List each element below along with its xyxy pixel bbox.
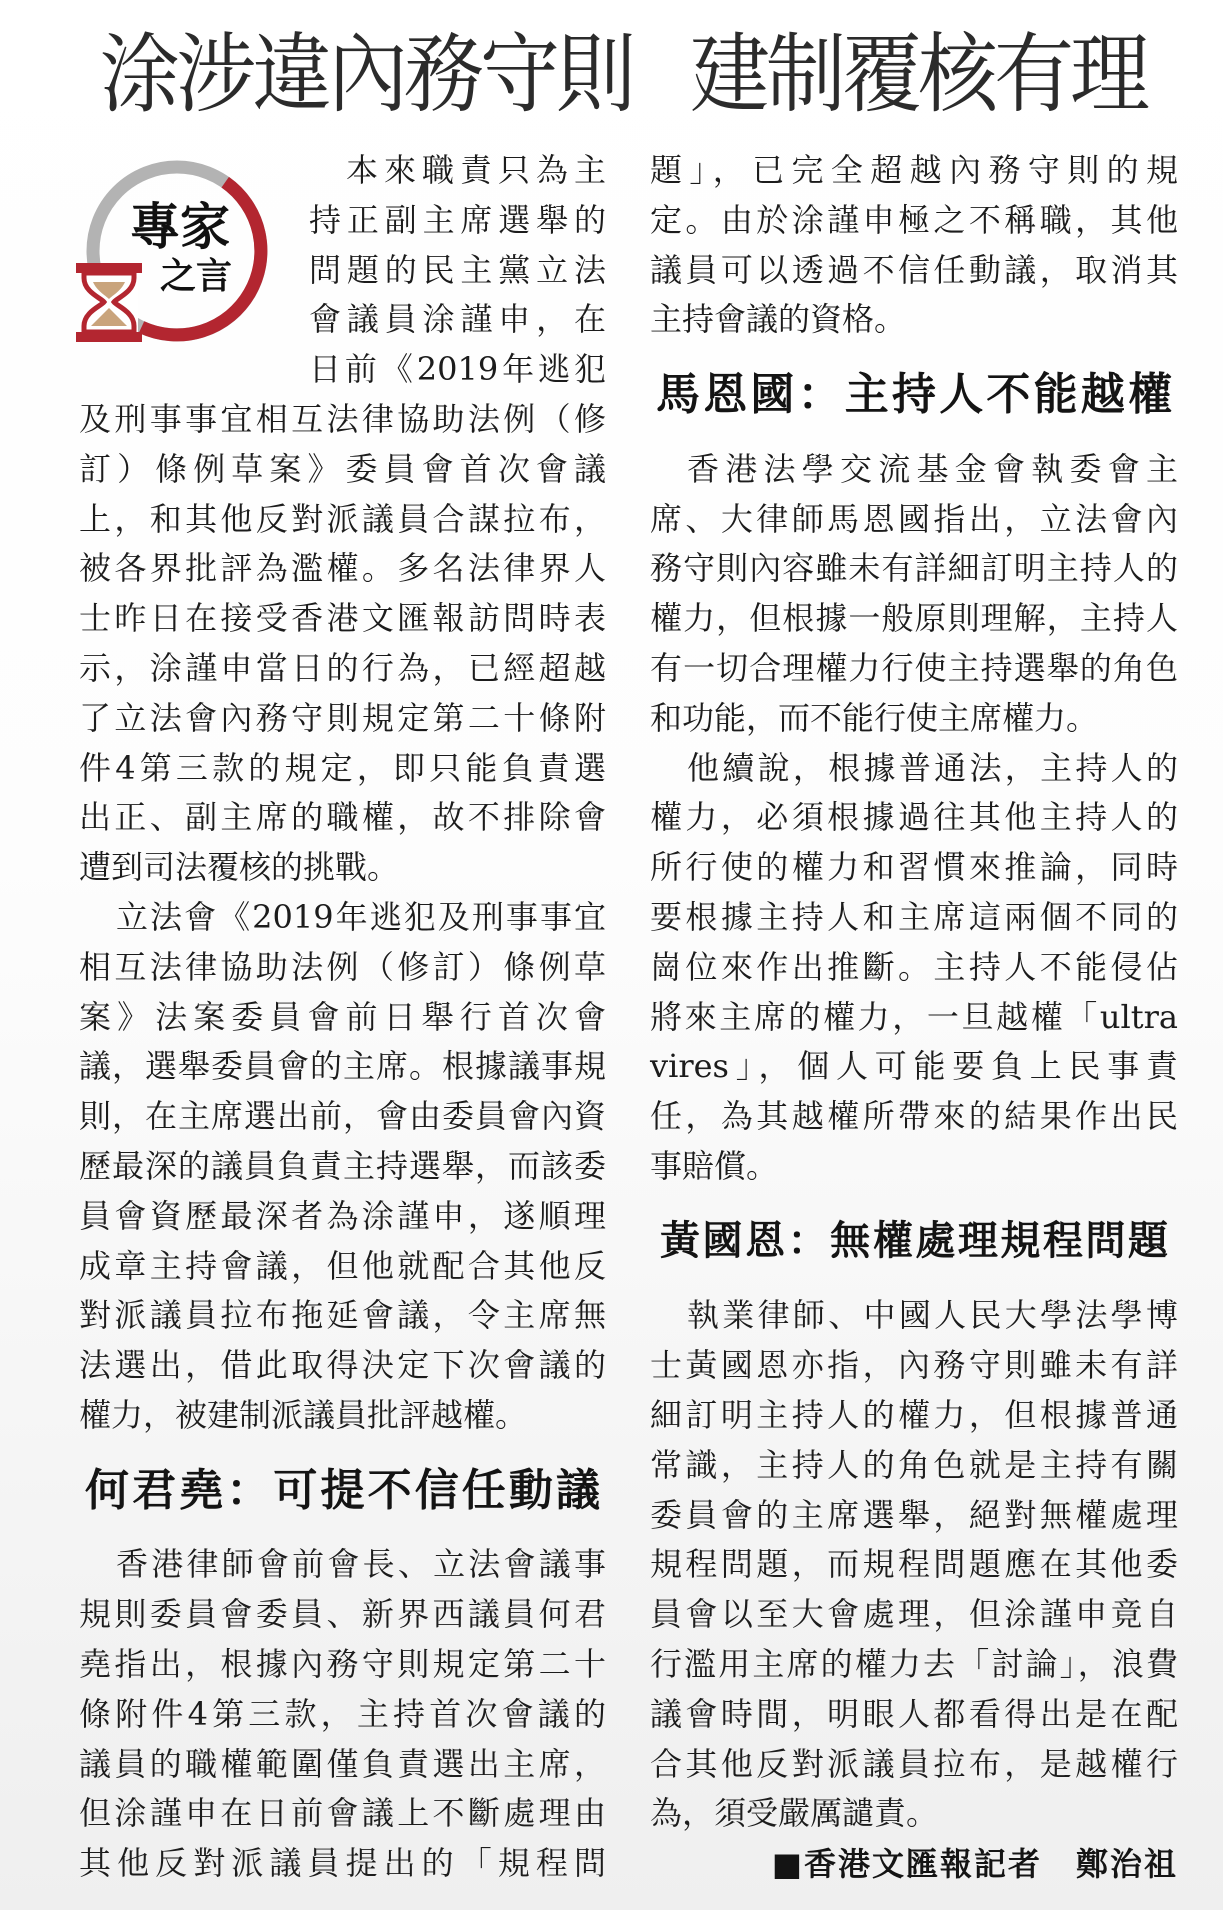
text-line: 日前《2019年逃犯: [309, 350, 606, 389]
paragraph: [650, 445, 1178, 744]
text-line: 定。由於涂謹申極之不稱職，其他: [650, 200, 1178, 239]
text-line: 堯指出，根據內務守則規定第二十: [79, 1644, 606, 1683]
text-line: 條附件4第三款，主持首次會議的: [79, 1694, 606, 1733]
text-line: 議會時間，明眼人都看得出是在配: [650, 1694, 1178, 1733]
text-line: 務守則內容雖未有詳細訂明主持人的: [650, 549, 1178, 588]
text-line: 成章主持會議，但他就配合其他反: [79, 1246, 606, 1285]
text-line: 本來職責只為主: [346, 151, 606, 189]
subheading: 馬恩國：主持人不能越權: [656, 369, 1172, 421]
text-line: 規程問題，而規程問題應在其他委: [650, 1545, 1178, 1584]
text-line: 其他反對派議員提出的「規程問: [79, 1844, 606, 1883]
paragraph: [650, 146, 1178, 345]
text-line: 要根據主持人和主席這兩個不同的: [650, 897, 1178, 936]
text-line: 題」，已完全超越內務守則的規: [650, 151, 1178, 189]
subheading: 黃國恩：無權處理規程問題: [660, 1217, 1168, 1264]
text-line: 被各界批評為濫權。多名法律界人: [79, 549, 606, 588]
text-line: 將來主席的權力，一旦越權「ultra: [650, 997, 1178, 1036]
text-line: 但涂謹申在日前會議上不斷處理由: [79, 1794, 606, 1833]
headline: [100, 16, 1146, 135]
text-line: 崗位來作出推斷。主持人不能侵佔: [650, 947, 1178, 986]
paragraph: [79, 1540, 606, 1889]
text-line: 權力，被建制派議員批評越權。: [79, 1395, 528, 1434]
text-line: 則，在主席選出前，會由委員會內資: [79, 1097, 606, 1136]
text-line: 席、大律師馬恩國指出，立法會內: [650, 499, 1178, 538]
text-line: 委員會的主席選舉，絕對無權處理: [650, 1495, 1178, 1534]
badge-subtitle: 之言: [159, 256, 233, 297]
text-line: 員會資歷最深者為涂謹申，遂順理: [79, 1196, 606, 1235]
text-line: 問題的民主黨立法: [309, 250, 606, 289]
text-line: 對派議員拉布拖延會議，令主席無: [79, 1296, 606, 1335]
text-line: 案》法案委員會前日舉行首次會: [79, 997, 606, 1036]
text-line: 他續說，根據普通法，主持人的: [687, 748, 1178, 787]
subheading: 何君堯：可提不信任動議: [85, 1464, 600, 1516]
text-line: 為，須受嚴厲譴責。: [650, 1794, 939, 1833]
text-line: 相互法律協助法例（修訂）條例草: [79, 947, 606, 986]
text-line: 遭到司法覆核的挑戰。: [79, 848, 400, 887]
text-line: 會議員涂謹申，在: [309, 300, 606, 339]
text-line: 細訂明主持人的權力，但根據普通: [650, 1395, 1178, 1434]
text-line: 主持會議的資格。: [650, 300, 907, 339]
paragraph: [79, 893, 606, 1441]
text-line: 了立法會內務守則規定第二十條附: [79, 698, 606, 737]
text-line: 士昨日在接受香港文匯報訪問時表: [79, 599, 606, 638]
text-line: 歷最深的議員負責主持選舉，而該委: [79, 1146, 606, 1185]
text-line: 士黃國恩亦指，內務守則雖未有詳: [650, 1346, 1178, 1385]
text-line: 有一切合理權力行使主持選舉的角色: [650, 648, 1178, 687]
text-line: 香港法學交流基金會執委會主: [687, 449, 1178, 488]
right-column: [650, 146, 1178, 1839]
paragraph: [650, 744, 1178, 1192]
text-line: 立法會《2019年逃犯及刑事事宜: [116, 897, 606, 936]
text-line: 常識，主持人的角色就是主持有關: [650, 1445, 1178, 1484]
text-line: 事賠償。: [650, 1146, 779, 1185]
text-line: 員會以至大會處理，但涂謹申竟自: [650, 1595, 1178, 1634]
text-line: 權力，但根據一般原則理解，主持人: [650, 599, 1178, 638]
text-line: 任，為其越權所帶來的結果作出民: [650, 1097, 1178, 1136]
text-line: 示，涂謹申當日的行為，已經超越: [79, 648, 606, 687]
paragraph: [79, 146, 606, 893]
text-line: 所行使的權力和習慣來推論，同時: [650, 848, 1178, 887]
text-line: 和功能，而不能行使主席權力。: [650, 698, 1099, 737]
text-line: 上，和其他反對派議員合謀拉布，: [79, 499, 606, 538]
left-column: [79, 146, 606, 1889]
text-line: 合其他反對派議員拉布，是越權行: [650, 1744, 1178, 1783]
text-line: 權力，必須根據過往其他主持人的: [650, 798, 1178, 837]
headline-part-1: 涂涉違內務守則: [100, 24, 632, 125]
text-line: 訂）條例草案》委員會首次會議: [79, 449, 606, 488]
text-line: 議員的職權範圍僅負責選出主席，: [79, 1744, 606, 1783]
text-line: 件4第三款的規定，即只能負責選: [79, 748, 606, 787]
paragraph: [650, 1291, 1178, 1839]
byline: ■香港文匯報記者 鄭治祖: [771, 1845, 1178, 1883]
text-line: vires」，個人可能要負上民事責: [650, 1047, 1178, 1086]
text-line: 規則委員會委員、新界西議員何君: [79, 1595, 606, 1634]
headline-part-2: 建制覆核有理: [690, 24, 1146, 125]
text-line: 執業律師、中國人民大學法學博: [687, 1296, 1178, 1335]
text-line: 行濫用主席的權力去「討論」，浪費: [650, 1644, 1178, 1683]
text-line: 香港律師會前會長、立法會議事: [116, 1545, 606, 1584]
text-line: 及刑事事宜相互法律協助法例（修: [79, 399, 606, 438]
text-line: 法選出，借此取得決定下次會議的: [79, 1346, 606, 1385]
text-line: 議員可以透過不信任動議，取消其: [650, 250, 1178, 289]
badge-title: 專家: [130, 198, 230, 256]
text-line: 持正副主席選舉的: [309, 200, 606, 239]
text-line: 出正、副主席的職權，故不排除會: [79, 798, 606, 837]
text-line: 議，選舉委員會的主席。根據議事規: [79, 1047, 606, 1086]
